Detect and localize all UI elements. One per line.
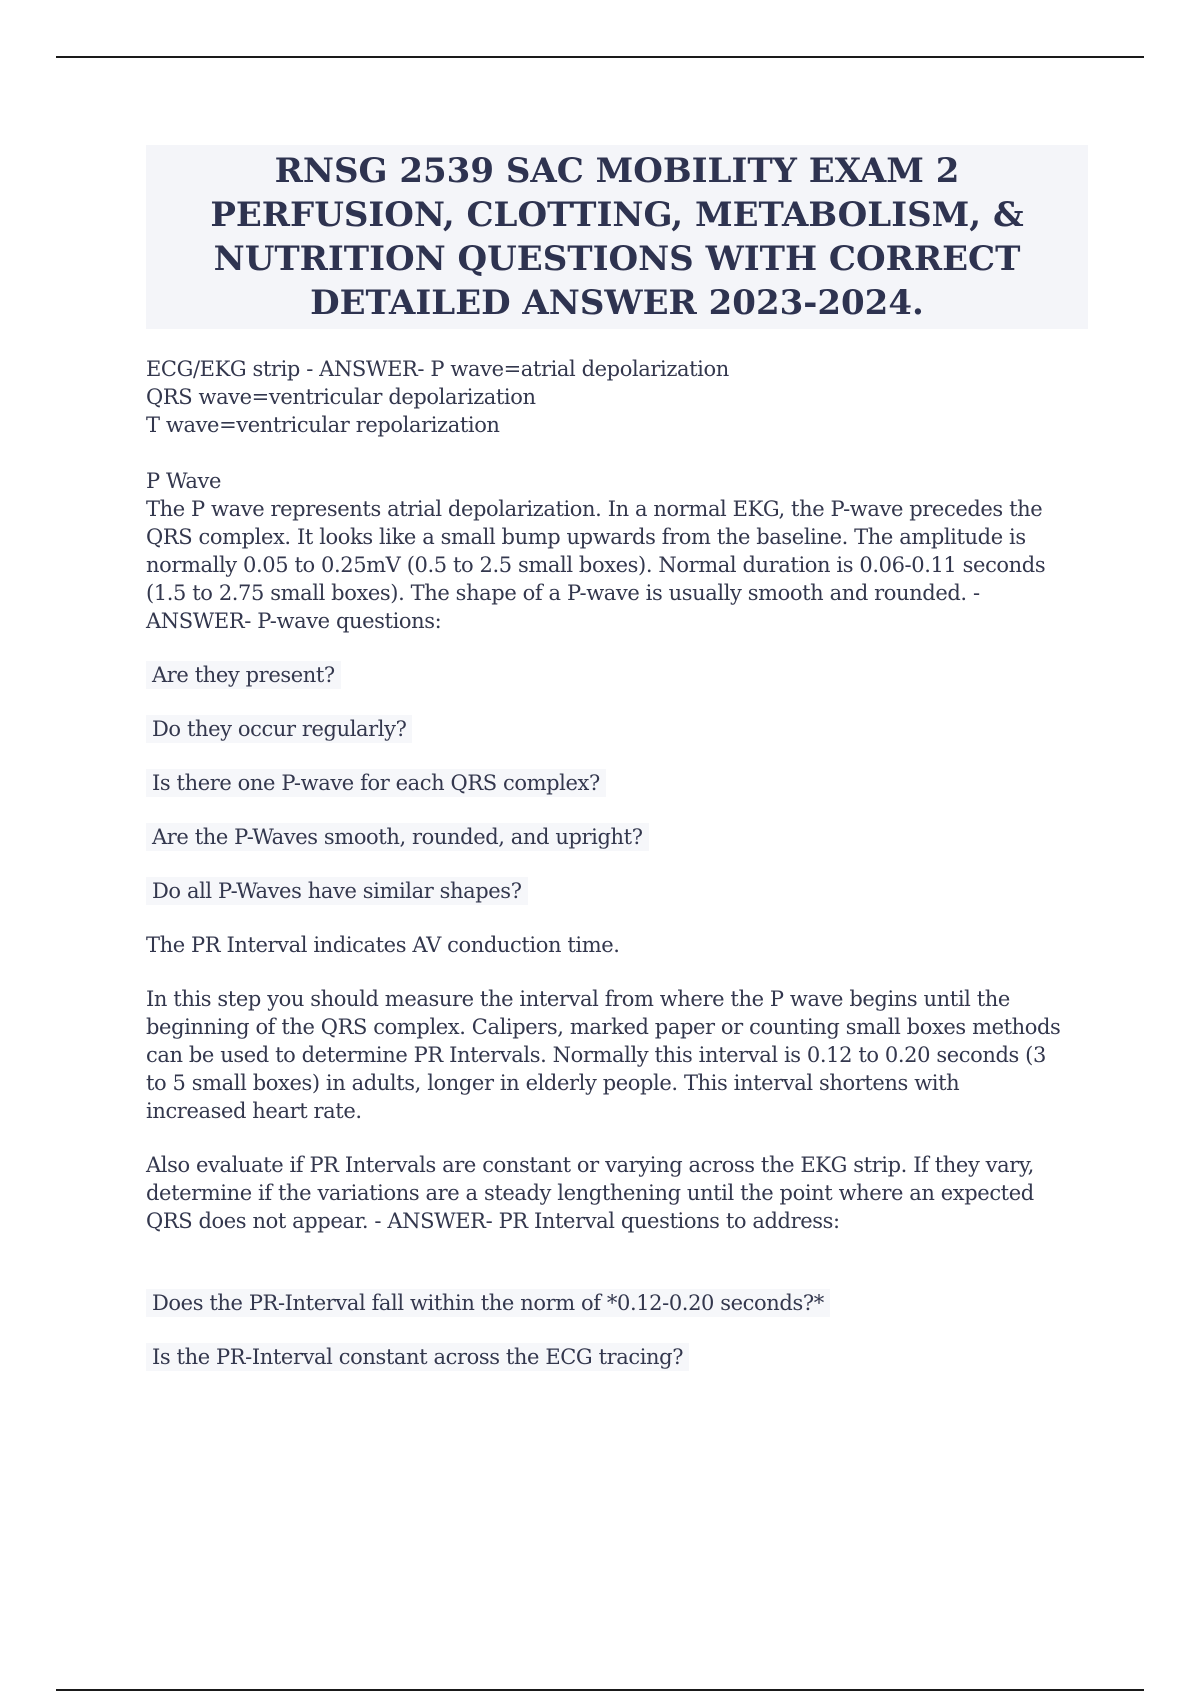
ecg-answer-paragraph: [146, 355, 1096, 439]
bottom-rule: [56, 1689, 1144, 1691]
p-wave-question: Are the P-Waves smooth, rounded, and upright?: [146, 823, 649, 851]
title-line: NUTRITION QUESTIONS WITH CORRECT: [213, 239, 1021, 279]
document-title: [210, 149, 1023, 325]
title-line: RNSG 2539 SAC MOBILITY EXAM 2: [274, 151, 960, 191]
p-wave-paragraph: [146, 467, 1096, 635]
text-line: In this step you should measure the interval from where the P wave begins until the: [146, 987, 1010, 1011]
text-line: QRS does not appear. - ANSWER- PR Interval questions to address:: [146, 1209, 840, 1233]
pr-interval-evaluate-paragraph: [146, 1151, 1096, 1235]
text-line: P Wave: [146, 469, 221, 493]
text-line: beginning of the QRS complex. Calipers, marked paper or counting small boxes methods: [146, 1015, 1061, 1039]
text-line: increased heart rate.: [146, 1099, 362, 1123]
title-line: PERFUSION, CLOTTING, METABOLISM, &: [210, 195, 1024, 235]
text-line: QRS wave=ventricular depolarization: [146, 385, 536, 409]
text-line: The P wave represents atrial depolarization. In a normal EKG, the P-wave precedes the: [146, 497, 1043, 521]
text-line: QRS complex. It looks like a small bump upwards from the baseline. The amplitude is: [146, 525, 1026, 549]
pr-interval-measure-paragraph: [146, 985, 1096, 1125]
p-wave-question: Do they occur regularly?: [146, 715, 412, 743]
p-wave-question: Is there one P-wave for each QRS complex?: [146, 769, 606, 797]
title-line: DETAILED ANSWER 2023-2024.: [310, 283, 924, 323]
p-wave-question: Do all P-Waves have similar shapes?: [146, 877, 528, 905]
text-line: Also evaluate if PR Intervals are constant or varying across the EKG strip. If they vary,: [146, 1153, 1034, 1177]
text-line: (1.5 to 2.75 small boxes). The shape of a P-wave is usually smooth and rounded. -: [146, 581, 980, 605]
text-line: can be used to determine PR Intervals. Normally this interval is 0.12 to 0.20 seconds (3: [146, 1043, 1046, 1067]
top-rule: [56, 56, 1144, 58]
document-body: [146, 355, 1096, 1371]
pr-interval-intro: The PR Interval indicates AV conduction time.: [146, 933, 620, 957]
text-line: ECG/EKG strip - ANSWER- P wave=atrial depolarization: [146, 357, 729, 381]
title-block: [146, 145, 1088, 329]
text-line: ANSWER- P-wave questions:: [146, 609, 442, 633]
pr-interval-question: Is the PR-Interval constant across the ECG tracing?: [146, 1343, 689, 1371]
text-line: to 5 small boxes) in adults, longer in elderly people. This interval shortens with: [146, 1071, 960, 1095]
pr-interval-question: Does the PR-Interval fall within the norm of *0.12-0.20 seconds?*: [146, 1289, 830, 1317]
text-line: normally 0.05 to 0.25mV (0.5 to 2.5 small boxes). Normal duration is 0.06-0.11 seconds: [146, 553, 1046, 577]
p-wave-question: Are they present?: [146, 661, 341, 689]
text-line: determine if the variations are a steady lengthening until the point where an expected: [146, 1181, 1034, 1205]
text-line: T wave=ventricular repolarization: [146, 413, 500, 437]
